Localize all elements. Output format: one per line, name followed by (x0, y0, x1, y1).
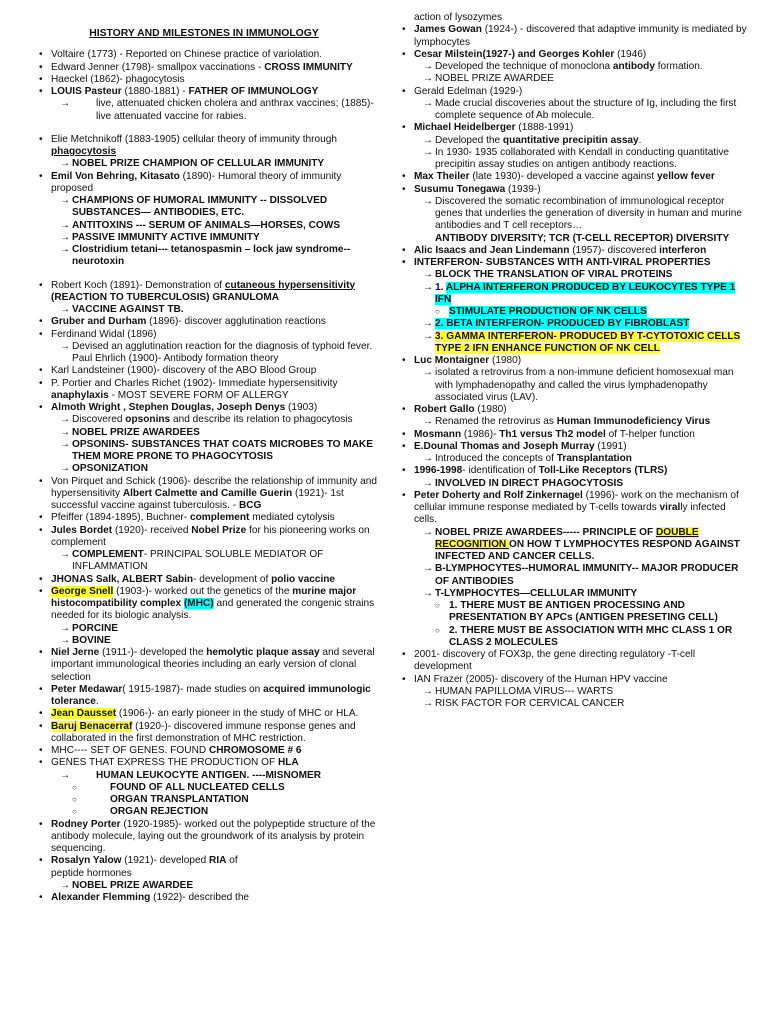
sub-text: NOBEL PRIZE CHAMPION OF CELLULAR IMMUNITY (72, 158, 325, 170)
list-item-voltaire (36, 49, 386, 61)
continuation-line (399, 12, 751, 24)
item-bold: (REACTION TO TUBERCULOSIS) GRANULOMA (51, 291, 280, 303)
left-column (36, 28, 386, 904)
sub-item (36, 439, 386, 464)
item-bold: Toll-Like Receptors (TLRS) (538, 465, 668, 477)
item-bold: Albert Calmette and Camille Guerin (122, 487, 293, 499)
sub-text: NOBEL PRIZE AWARDEES (72, 426, 200, 438)
item-bold: Nobel Prize (191, 524, 247, 536)
list-item-interferon (399, 257, 751, 269)
sub-text: PORCINE (72, 622, 118, 634)
person-name: Baruj Benacerraf (51, 720, 133, 732)
person-name: Robert Gallo (414, 404, 475, 415)
sub-item (399, 527, 751, 564)
item-bold: hemolytic plaque assay (206, 647, 320, 658)
item-text: (1957)- discovered (569, 244, 660, 256)
list-item-thomas (399, 441, 751, 453)
item-text: for his pioneering works on complement (51, 524, 370, 548)
sub-item (36, 623, 386, 635)
item-text: (1906-)- an early pioneer in the study of MHC or HLA. (116, 708, 359, 720)
item-text: Von Pirquet and Schick (1906)- describe the relationship of immunity and hypersensitivity (51, 475, 377, 499)
right-column (399, 12, 751, 710)
item-text: - MOST SEVERE FORM OF ALLERGY (108, 389, 289, 401)
item-text: Pfeiffer (1894-1895), Buchner- (51, 512, 190, 524)
item-bold: Th1 versus Th2 model (499, 428, 606, 440)
sub-text: NOBEL PRIZE AWARDEES----- PRINCIPLE OF (435, 526, 656, 538)
item-bold: acquired immunologic tolerance (51, 683, 371, 707)
sub-text: In 1930- 1935 collaborated with Kendall in conducting quantitative precipitin assay studies on antigen antibody reactions. (435, 146, 730, 170)
list-item-pasteur (36, 86, 386, 98)
item-text: of T-helper function (605, 428, 695, 440)
list-item-jerne (36, 647, 386, 684)
item-bold: CHROMOSOME # 6 (208, 745, 302, 756)
person-name: Jean Dausset (51, 708, 117, 720)
sub-item (36, 549, 386, 574)
highlight-text: STIMULATE PRODUCTION OF NK CELLS (449, 306, 647, 317)
sub-item (399, 563, 751, 588)
item-text: . (95, 696, 99, 707)
list-item-gallo (399, 404, 751, 416)
sub-sub-item (36, 806, 386, 818)
item-text: (1888-1991) (515, 122, 574, 134)
item-bold: anaphylaxis (51, 389, 109, 401)
list-item-isaacs (399, 245, 751, 257)
list-item-koch (36, 280, 386, 305)
sub-text: Devised an agglutination reaction for the diagnosis of typhoid fever. Paul Ehrlich (1900)- Antibody formation theory (72, 340, 373, 364)
sub-text: T-LYMPHOCYTES—CELLULAR IMMUNITY (435, 587, 638, 599)
list-item-frazer (399, 674, 751, 686)
sub-text: Made crucial discoveries about the structure of Ig, including the first complete sequence of Ab molecule. (435, 97, 737, 121)
list-item-pirquet (36, 476, 386, 513)
sub-item (36, 98, 386, 123)
person-name: George Snell (51, 585, 114, 597)
sub-text: ON HOW T LYMPHOCYTES RESPOND AGAINST INFECTED AND CANCER CELLS. (435, 538, 740, 562)
list-item-dausset (36, 708, 386, 720)
item-bold: yellow fever (656, 171, 715, 183)
sub-text: NOBEL PRIZE AWARDEE (72, 879, 194, 891)
sub-item (36, 427, 386, 439)
item-text: GENES THAT EXPRESS THE PRODUCTION OF (51, 757, 278, 769)
sub-text: BLOCK THE TRANSLATION OF VIRAL PROTEINS (435, 269, 673, 281)
sub-text: BOVINE (72, 634, 111, 646)
item-text: (1922)- described the (150, 892, 250, 903)
sub-item (399, 698, 751, 710)
item-bold: BCG (238, 500, 262, 511)
sub-text: ORGAN TRANSPLANTATION (110, 794, 249, 805)
sub-item (399, 416, 751, 428)
sub-item (36, 341, 386, 366)
person-name: Emil Von Behring, Kitasato (51, 170, 180, 182)
item-text: INTERFERON- SUBSTANCES WITH ANTI-VIRAL PROPERTIES (414, 257, 711, 268)
sub-text: PASSIVE IMMUNITY ACTIVE IMMUNITY (72, 231, 260, 243)
item-text: (1903-)- worked out the genetics of the (113, 585, 293, 597)
list-item-theiler (399, 171, 751, 183)
person-name: Max Theiler (414, 171, 470, 183)
sub-item (399, 98, 751, 123)
item-text: (1991) (594, 440, 627, 452)
item-bold: HLA (277, 757, 299, 769)
sub-sub-item (36, 782, 386, 794)
sub-text: HUMAN PAPILLOMA VIRUS--- WARTS (435, 685, 614, 697)
person-name: LOUIS Pasteur (51, 86, 122, 97)
list-item-bordet (36, 525, 386, 550)
item-text: (1890)- Humoral theory of immunity proposed (51, 170, 342, 194)
sub-text: Developed the technique of monoclona (435, 61, 613, 72)
item-underline: cutaneous hypersensitivity (224, 279, 356, 291)
list-item-mhc (36, 745, 386, 757)
item-bold: complement (189, 512, 250, 524)
item-text: Ferdinand Widal (1896) (51, 328, 157, 340)
highlight-text: 2. BETA INTERFERON- PRODUCED BY FIBROBLAST (435, 318, 690, 330)
sub-item (36, 463, 386, 475)
item-text: mediated cytolysis (249, 512, 335, 524)
item-text: Gerald Edelman (1929-) (414, 85, 523, 97)
item-text: (1946) (614, 48, 647, 60)
list-item-behring (36, 171, 386, 196)
person-name: Peter Doherty and Rolf Zinkernagel (414, 489, 583, 501)
list-item-tlr (399, 465, 751, 477)
person-name: Cesar Milstein(1927-) and Georges Kohler (414, 48, 615, 60)
sub-item (36, 244, 386, 269)
sub-text: ORGAN REJECTION (110, 806, 209, 818)
item-text: action of lysozymes (414, 12, 503, 23)
item-text: peptide hormones (51, 867, 132, 879)
person-name: Niel Jerne (51, 647, 100, 658)
item-bold: 1996-1998 (414, 465, 463, 477)
list-item-fox3p (399, 649, 751, 674)
sub-text: Renamed the retrovirus as (435, 416, 557, 428)
item-underline: phagocytosis (51, 146, 117, 157)
item-text: P. Portier and Charles Richet (1902)- Immediate hypersensitivity (51, 377, 338, 389)
item-text: (1921)- 1st successful vaccine against tuberculosis. - (51, 487, 344, 511)
sub-text: - PRINCIPAL SOLUBLE MEDIATOR OF INFLAMMATION (72, 549, 324, 573)
sub-item (36, 414, 386, 426)
item-text: Haeckel (1862)- phagocytosis (51, 73, 185, 85)
item-text: (1924-) - discovered that adaptive immunity is mediated by lymphocytes (414, 24, 747, 48)
item-text: Robert Koch (1891)- Demonstration of (51, 279, 225, 291)
list-item-edelman (399, 86, 751, 98)
sub-sub-item (399, 306, 751, 318)
sub-item (36, 158, 386, 170)
item-bold: quantitative precipitin assay (502, 134, 639, 146)
sub-item (399, 478, 751, 490)
person-name: Gruber and Durham (51, 316, 147, 328)
sub-text: and describe its relation to phagocytosis (170, 414, 353, 426)
person-name: Almoth Wright , Stephen Douglas, Joseph Denys (51, 402, 286, 413)
sub-text: 1. THERE MUST BE ANTIGEN PROCESSING AND PRESENTATION BY APCs (ANTIGEN PRESETING CELL) (449, 600, 718, 624)
item-bold: interferon (659, 244, 707, 256)
page-title: HISTORY AND MILESTONES IN IMMUNOLOGY (89, 28, 319, 39)
sub-sub-item (399, 600, 751, 625)
sub-item (36, 770, 386, 782)
list-item-genes (36, 757, 386, 769)
person-name: Luc Montaigner (414, 355, 490, 366)
list-item-metchnikoff (36, 134, 386, 159)
list-item-haeckel (36, 74, 386, 86)
sub-item (399, 73, 751, 85)
item-text: (1980) (489, 355, 522, 366)
sub-text: INVOLVED IN DIRECT PHAGOCYTOSIS (435, 477, 624, 489)
list-item-porter (36, 819, 386, 856)
item-text: 2001- discovery of FOX3p, the gene directing regulatory -T-cell development (414, 649, 696, 673)
item-text: (1911-)- developed the (99, 647, 207, 658)
person-name: Mosmann (414, 428, 462, 440)
list-item-gowan (399, 24, 751, 49)
item-bold: CROSS IMMUNITY (264, 61, 353, 73)
sub-item (399, 282, 751, 307)
item-text: (1939-) (505, 183, 541, 195)
sub-text: Discovered the somatic recombination of immunological receptor genes that underlies the generation of diversity in human and murine antibodies and T cell receptors… (435, 195, 742, 232)
item-bold: COMPLEMENT (72, 549, 144, 560)
item-bold: antibody (612, 61, 655, 72)
sub-item (399, 331, 751, 356)
item-text: Voltaire (1773) - Reported on Chinese practice of variolation. (51, 49, 322, 61)
list-item-fleming (36, 892, 386, 904)
item-text: ( 1915-1987)- made studies on (122, 683, 264, 695)
item-text: of (226, 855, 238, 867)
person-name: Susumu Tonegawa (414, 183, 506, 195)
highlight-text: DOUBLE RECOGNITION (435, 526, 699, 550)
sub-item (399, 147, 751, 172)
person-name: James Gowan (414, 24, 482, 36)
item-bold: opsonins (125, 414, 171, 426)
item-bold: Human Immunodeficiency Virus (556, 416, 711, 428)
sub-text: live, attenuated chicken cholera and anthrax vaccines; (1885)- live attenuated vaccine for rabies. (96, 98, 374, 122)
sub-item (399, 588, 751, 600)
person-name: Alic Isaacs and Jean Lindemann (414, 244, 570, 256)
item-text: (1880-1881) - (121, 86, 189, 97)
person-name: Rosalyn Yalow (51, 855, 122, 867)
list-item-milstein (399, 49, 751, 61)
item-text: IAN Frazer (2005)- discovery of the Human HPV vaccine (414, 673, 668, 685)
list-item-heidelberger (399, 122, 751, 134)
sub-item (399, 367, 751, 404)
list-item-benacerraf (36, 721, 386, 746)
list-item-almoth (36, 402, 386, 414)
person-name: Peter Medawar (51, 683, 123, 695)
sub-text: . (638, 134, 642, 146)
continuation-line (36, 868, 386, 880)
sub-text: ANTITOXINS --- SERUM OF ANIMALS—HORSES, COWS (72, 219, 341, 231)
item-bold: RIA (209, 855, 227, 867)
list-item-gruber (36, 316, 386, 328)
list-item-tonegawa (399, 184, 751, 196)
sub-item (399, 686, 751, 698)
sub-text: 2. THERE MUST BE ASSOCIATION WITH MHC CLASS 1 OR CLASS 2 MOLECULES (449, 624, 733, 648)
sub-item (36, 220, 386, 232)
item-bold: FATHER OF IMMUNOLOGY (188, 86, 319, 97)
sub-item (399, 318, 751, 330)
item-text: (1896)- discover agglutination reactions (146, 316, 326, 328)
sub-item (399, 135, 751, 147)
sub-item (36, 232, 386, 244)
person-name: Alexander Flemming (51, 892, 151, 903)
highlight-text: 3. GAMMA INTERFERON- PRODUCED BY T-CYTOTOXIC CELLS TYPE 2 IFN ENHANCE FUNCTION OF NK CELL (435, 330, 741, 354)
item-text: (late 1930)- developed a vaccine against (469, 171, 657, 183)
list-item-montaigner (399, 355, 751, 367)
item-text: - identification of (462, 465, 539, 477)
sub-text: Discovered (72, 414, 126, 426)
highlight-text: ALPHA INTERFERON PRODUCED BY LEUKOCYTES TYPE 1 IFN (435, 281, 736, 305)
item-text: (1920-1985)- worked out the polypeptide structure of the antibody molecule, laying out the groundwork of its analysis by protein sequencing. (51, 818, 376, 854)
item-text: (1920)- received (112, 524, 192, 536)
item-bold: viral (659, 502, 681, 513)
sub-text: Developed the (435, 134, 503, 146)
item-text: (1920-)- discovered immune response genes and collaborated in the first demonstration of MHC restriction. (51, 720, 356, 744)
sub-text: HUMAN LEUKOCYTE ANTIGEN. ----MISNOMER (96, 769, 322, 781)
list-item-salk (36, 574, 386, 586)
item-text: (1996)- work on the mechanism of cellular immune response mediated by T-cells towards (414, 489, 739, 513)
sub-text: B-LYMPHOCYTES--HUMORAL IMMUNITY-- MAJOR PRODUCER OF ANTIBODIES (435, 563, 739, 587)
sub-item (36, 880, 386, 892)
person-name: Michael Heidelberger (414, 122, 516, 134)
sub-item (36, 635, 386, 647)
list-item-snell (36, 586, 386, 623)
list-item-yalow (36, 855, 386, 867)
sub-text: Introduced the concepts of (435, 453, 557, 464)
item-text: Karl Landsteiner (1900)- discovery of the ABO Blood Group (51, 365, 317, 377)
sub-text: RISK FACTOR FOR CERVICAL CANCER (435, 698, 625, 709)
item-text: Elie Metchnikoff (1883-1905) cellular theory of immunity through (51, 133, 337, 145)
list-item-landsteiner (36, 365, 386, 377)
person-name: JHONAS Salk, ALBERT Sabin (51, 573, 194, 585)
list-item-doherty (399, 490, 751, 527)
item-text: and several important immunological theories including an early version of clonal selection (51, 647, 375, 683)
sub-item (399, 61, 751, 73)
person-name: Rodney Porter (51, 818, 121, 830)
item-text: Edward Jenner (1798)- smallpox vaccinations - (51, 61, 265, 73)
list-item-widal (36, 329, 386, 341)
sub-item (36, 304, 386, 316)
sub-text: VACCINE AGAINST TB. (72, 304, 184, 315)
sub-text: OPSONINS- SUBSTANCES THAT COATS MICROBES TO MAKE THEM MORE PRONE TO PHAGOCYTOSIS (72, 438, 373, 462)
list-item-mosmann (399, 429, 751, 441)
sub-text: CHAMPIONS OF HUMORAL IMMUNITY -- DISSOLVED SUBSTANCES— ANTIBODIES, ETC. (72, 195, 328, 219)
sub-item (399, 196, 751, 245)
item-bold: Transplantation (556, 453, 632, 464)
sub-text: Clostridium tetani--- tetanospasmin – lock jaw syndrome-- neurotoxin (72, 244, 351, 268)
item-bold: murine major histocompatibility complex (51, 585, 357, 609)
item-text: and generated the congenic strains needed for its biologic analysis. (51, 598, 375, 622)
sub-sub-item (36, 794, 386, 806)
sub-item (399, 453, 751, 465)
item-text: (1921)- developed (121, 855, 210, 867)
item-text: (1980) (474, 404, 507, 415)
list-item-medawar (36, 684, 386, 709)
item-text: - development of (193, 573, 272, 585)
sub-item (36, 195, 386, 220)
item-text: ly infected cells. (414, 502, 726, 526)
sub-text: NOBEL PRIZE AWARDEE (435, 73, 554, 85)
person-name: E.Dounal Thomas and Joseph Murray (414, 440, 595, 452)
sub-text: formation. (654, 61, 703, 72)
list-item-jenner (36, 62, 386, 74)
list-item-portier (36, 378, 386, 403)
list-item-pfeiffer (36, 512, 386, 524)
item-text: (1986)- (461, 428, 500, 440)
sub-sub-item (399, 625, 751, 650)
sub-text: FOUND OF ALL NUCLEATED CELLS (110, 781, 285, 793)
person-name: Jules Bordet (51, 524, 113, 536)
sub-text: OPSONIZATION (72, 463, 149, 475)
sub-text: isolated a retrovirus from a non-immune deficient homosexual man with lymphadenopathy and called the virus lymphadenopathy associated virus (LAV). (435, 367, 734, 403)
highlight-text: (MHC) (183, 598, 214, 609)
item-text: (1903) (285, 402, 318, 413)
item-bold: ANTIBODY DIVERSITY; TCR (T-CELL RECEPTOR) DIVERSITY (435, 232, 730, 244)
item-bold: polio vaccine (271, 573, 336, 585)
sub-item (399, 269, 751, 281)
item-text: MHC---- SET OF GENES. FOUND (51, 745, 209, 756)
sub-text: 1. (435, 281, 446, 293)
